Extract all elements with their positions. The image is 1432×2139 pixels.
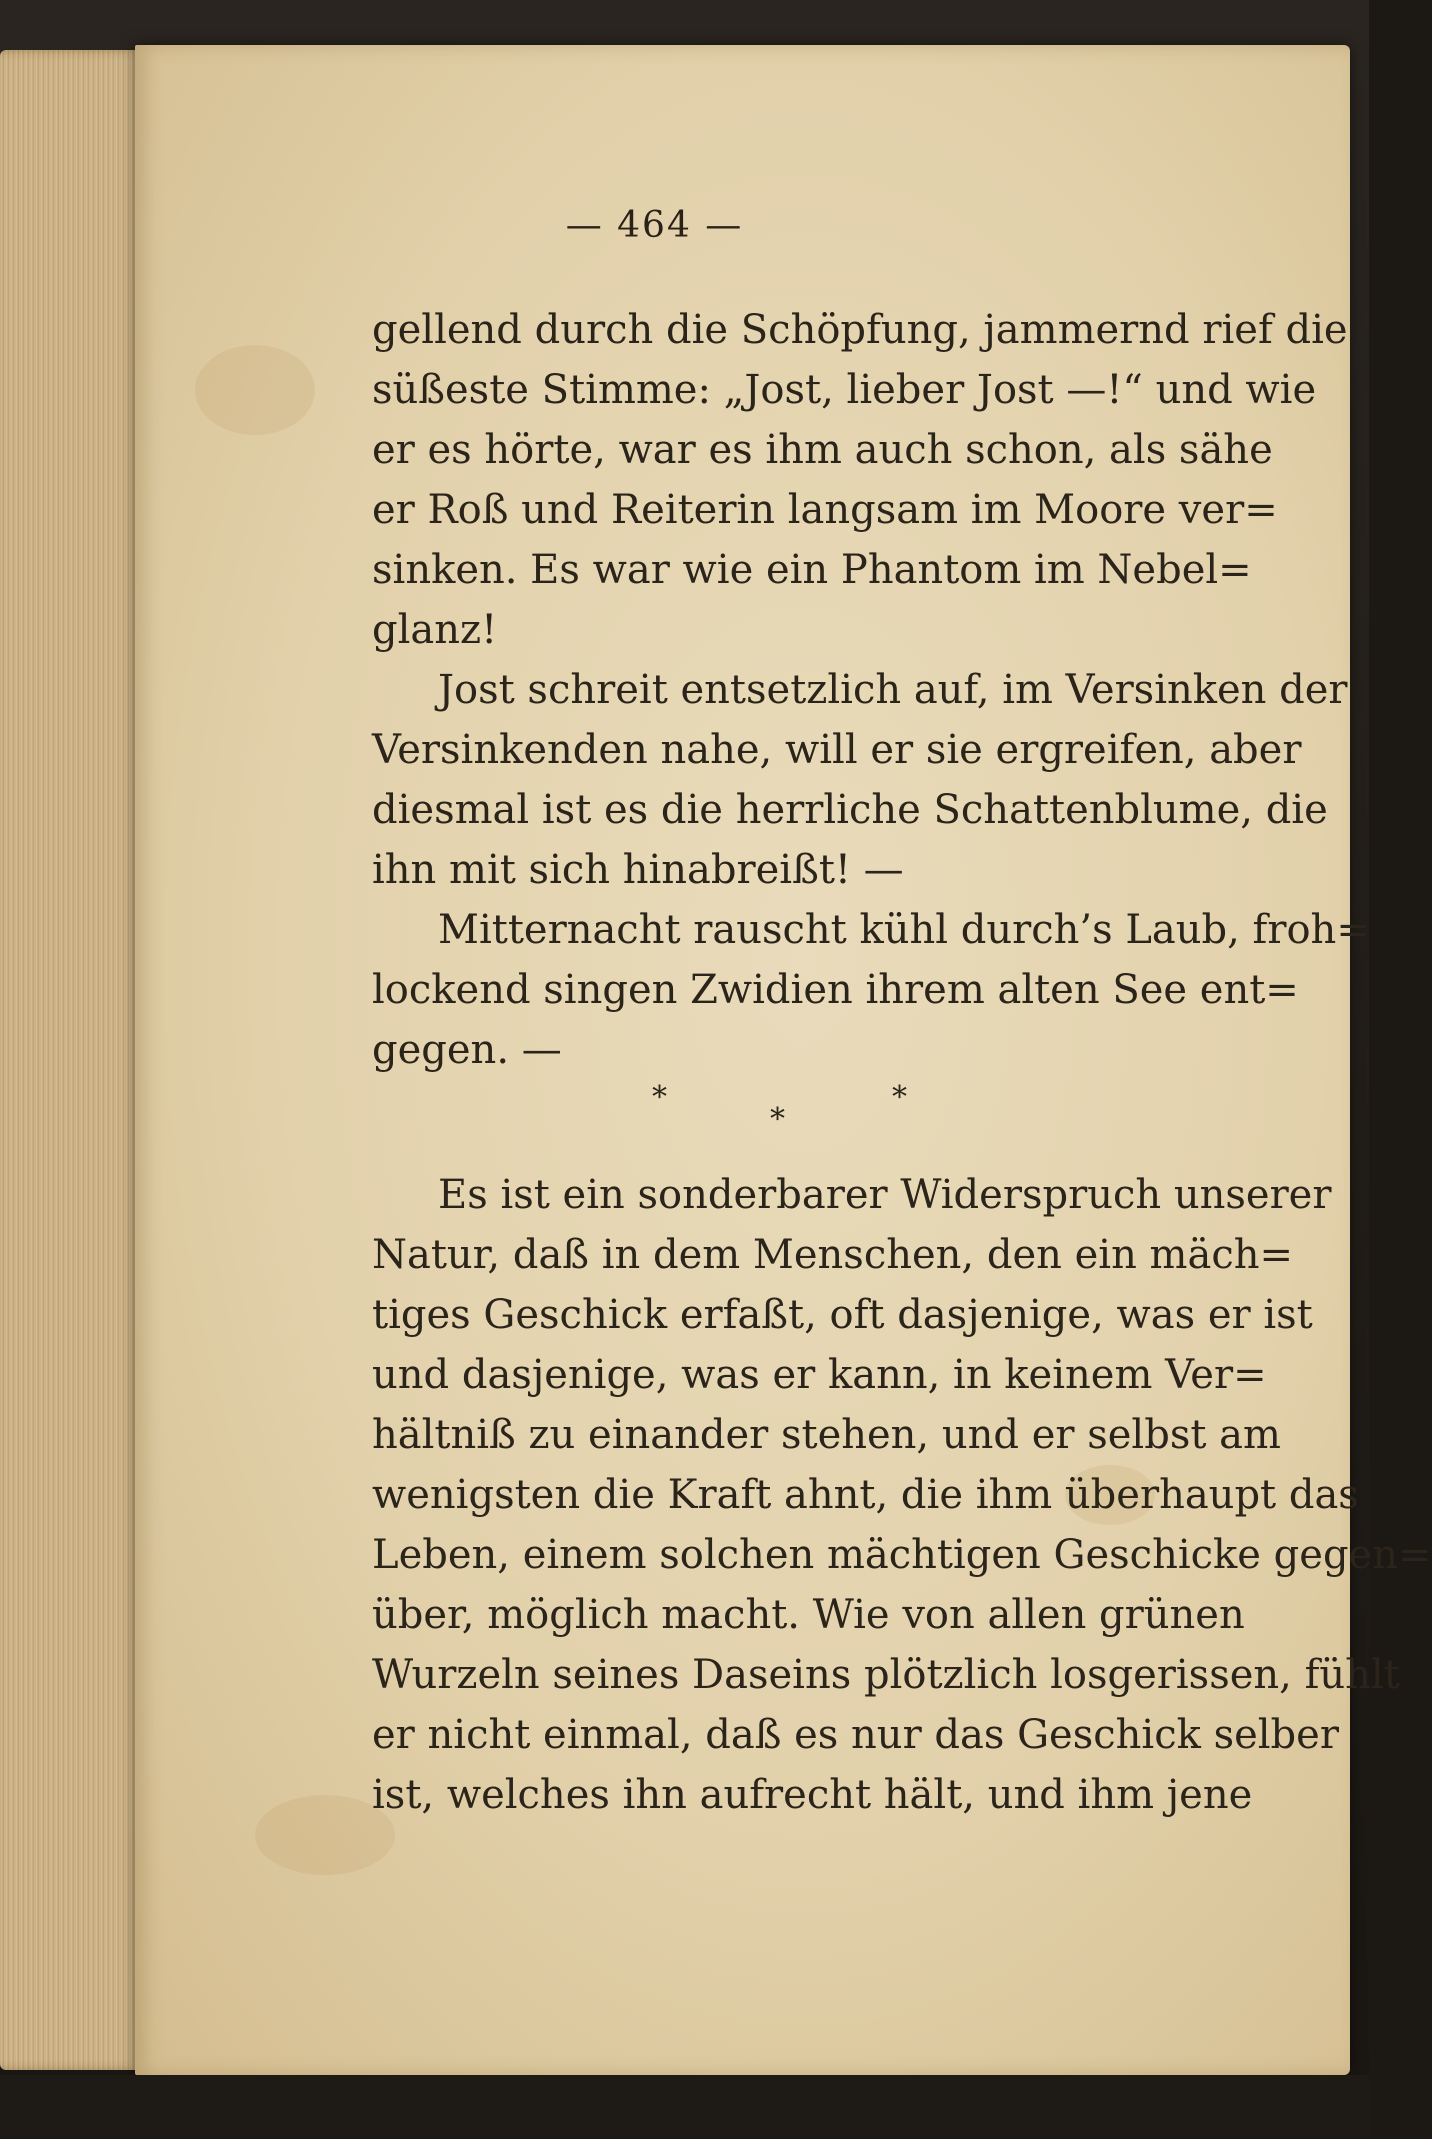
text-line: Mitternacht rauscht kühl durch’s Laub, froh= <box>438 907 1370 953</box>
section-break <box>372 1080 1200 1165</box>
paragraph <box>372 660 1348 900</box>
text-line: gegen. — <box>372 1027 562 1073</box>
text-line: er es hörte, war es ihm auch schon, als sähe <box>372 427 1273 473</box>
text-line: Versinkenden nahe, will er sie ergreifen, aber <box>372 727 1302 773</box>
text-line: hältniß zu einander stehen, und er selbst am <box>372 1412 1281 1458</box>
text-line: Es ist ein sonderbarer Widerspruch unserer <box>438 1172 1332 1218</box>
text-line: er nicht einmal, daß es nur das Geschick selber <box>372 1712 1339 1758</box>
text-line: sinken. Es war wie ein Phantom im Nebel= <box>372 547 1252 593</box>
paper-stain <box>195 345 315 435</box>
text-line: Leben, einem solchen mächtigen Geschicke gegen= <box>372 1532 1432 1578</box>
text-line: Wurzeln seines Daseins plötzlich losgerissen, fühlt <box>372 1652 1400 1698</box>
text-line: über, möglich macht. Wie von allen grünen <box>372 1592 1245 1638</box>
paragraph <box>372 900 1370 1080</box>
paragraph <box>372 300 1348 660</box>
text-line: glanz! <box>372 607 498 653</box>
asterisk: * <box>892 1080 907 1115</box>
text-line: er Roß und Reiterin langsam im Moore ver= <box>372 487 1278 533</box>
scan-background <box>0 2075 1369 2139</box>
text-line: ihn mit sich hinabreißt! — <box>372 847 904 893</box>
text-line: süßeste Stimme: „Jost, lieber Jost —!“ und wie <box>372 367 1317 413</box>
text-line: wenigsten die Kraft ahnt, die ihm überhaupt das <box>372 1472 1359 1518</box>
text-line: diesmal ist es die herrliche Schattenblume, die <box>372 787 1328 833</box>
text-line: Natur, daß in dem Menschen, den ein mäch= <box>372 1232 1294 1278</box>
asterisk: * <box>652 1080 667 1115</box>
text-line: tiges Geschick erfaßt, oft dasjenige, was er ist <box>372 1292 1313 1338</box>
text-line: ist, welches ihn aufrecht hält, und ihm jene <box>372 1772 1253 1818</box>
text-line: Jost schreit entsetzlich auf, im Versinken der <box>438 667 1348 713</box>
text-line: gellend durch die Schöpfung, jammernd rief die <box>372 307 1348 353</box>
text-line: und dasjenige, was er kann, in keinem Ver= <box>372 1352 1267 1398</box>
page-edges <box>0 50 150 2070</box>
body-text <box>372 300 1432 1825</box>
asterisk: * <box>770 1102 785 1137</box>
page-number: — 464 — <box>565 205 744 246</box>
text-line: lockend singen Zwidien ihrem alten See ent= <box>372 967 1299 1013</box>
paragraph <box>372 1165 1432 1825</box>
